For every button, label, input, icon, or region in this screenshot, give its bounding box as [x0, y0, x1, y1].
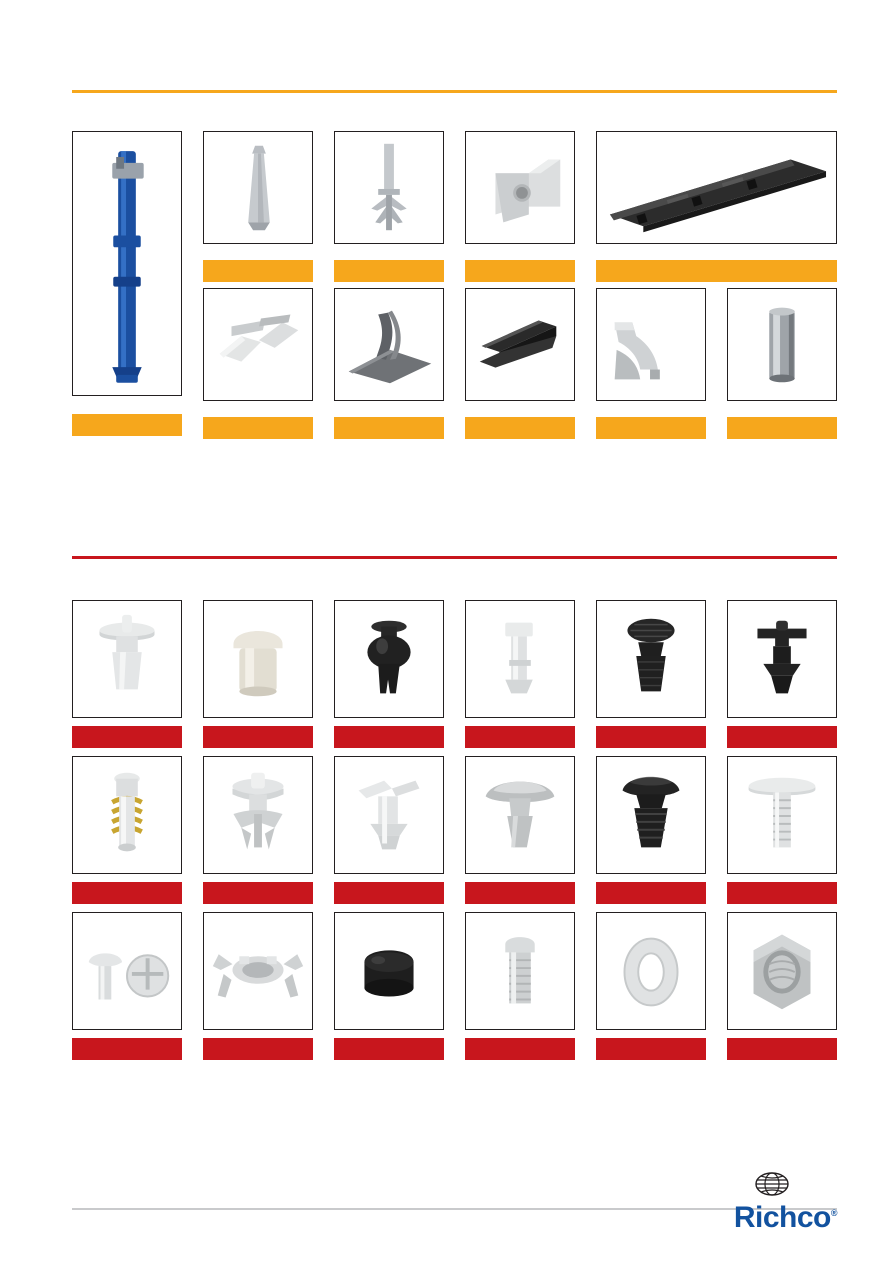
product-caption: [334, 726, 444, 748]
product-cell[interactable]: [596, 912, 706, 1060]
product-image-black-dome-head-screw-rivet[interactable]: [596, 756, 706, 874]
product-caption: [596, 1038, 706, 1060]
product-caption: [203, 882, 313, 904]
product-caption-label: [334, 1038, 444, 1042]
product-caption: [727, 726, 837, 748]
product-caption: [334, 260, 444, 282]
product-image-gray-arrowhead-fastener[interactable]: [334, 131, 444, 244]
product-caption: [72, 882, 182, 904]
product-image-black-ribbed-push-rivet[interactable]: [596, 600, 706, 718]
product-cell[interactable]: [203, 600, 313, 748]
product-caption-label: [465, 726, 575, 730]
product-caption-label: [727, 417, 837, 421]
product-caption-label: [727, 1038, 837, 1042]
product-image-blue-elongated-clip[interactable]: [72, 131, 182, 396]
product-caption: [596, 260, 837, 282]
product-cell[interactable]: [203, 912, 313, 1060]
product-image-white-flanged-push-rivet[interactable]: [72, 600, 182, 718]
product-image-black-long-channel-rail[interactable]: [596, 131, 837, 244]
product-caption-label: [203, 726, 313, 730]
product-caption: [727, 417, 837, 439]
product-cell[interactable]: [334, 756, 444, 904]
product-caption-label: [72, 414, 182, 418]
product-caption-label: [334, 726, 444, 730]
product-cell[interactable]: [727, 600, 837, 748]
product-image-gray-curved-bracket[interactable]: [596, 288, 706, 401]
product-cell[interactable]: [465, 756, 575, 904]
product-caption: [203, 417, 313, 439]
product-image-gray-edge-saddle-clip[interactable]: [334, 288, 444, 401]
product-image-metal-double-wing-anchor[interactable]: [203, 912, 313, 1030]
product-caption: [596, 417, 706, 439]
product-caption: [334, 1038, 444, 1060]
product-caption-label: [727, 726, 837, 730]
product-caption-label: [203, 882, 313, 886]
product-cell[interactable]: [334, 912, 444, 1060]
brand-name: [717, 1198, 837, 1233]
globe-icon: [755, 1171, 789, 1197]
product-image-white-dual-wing-clip[interactable]: [203, 288, 313, 401]
product-caption-label: [203, 1038, 313, 1042]
product-caption: [465, 726, 575, 748]
product-cell[interactable]: [465, 288, 575, 439]
product-image-white-angled-block-clip[interactable]: [465, 131, 575, 244]
product-caption: [465, 260, 575, 282]
product-caption: [596, 726, 706, 748]
richco-logo: [717, 1171, 837, 1233]
product-image-metal-cylindrical-spacer[interactable]: [727, 288, 837, 401]
product-caption: [465, 417, 575, 439]
product-image-black-round-cap-plug[interactable]: [334, 912, 444, 1030]
product-cell[interactable]: [203, 288, 313, 439]
product-cell[interactable]: [334, 288, 444, 439]
product-caption-label: [596, 1038, 706, 1042]
product-cell[interactable]: [334, 131, 444, 282]
product-cell[interactable]: [72, 756, 182, 904]
product-cell[interactable]: [596, 288, 706, 439]
product-image-white-phillips-head-screw-pair[interactable]: [72, 912, 182, 1030]
product-cell[interactable]: [72, 912, 182, 1060]
product-cell[interactable]: [727, 912, 837, 1060]
product-cell[interactable]: [465, 912, 575, 1060]
product-caption-label: [596, 882, 706, 886]
product-caption: [727, 1038, 837, 1060]
product-caption-label: [596, 417, 706, 421]
product-caption-label: [203, 260, 313, 264]
product-cell[interactable]: [727, 288, 837, 439]
product-cell[interactable]: [72, 131, 182, 436]
product-caption: [334, 417, 444, 439]
product-caption-label: [334, 882, 444, 886]
product-caption: [596, 882, 706, 904]
product-image-white-square-head-rivet[interactable]: [465, 600, 575, 718]
product-caption-label: [596, 726, 706, 730]
product-caption-label: [465, 882, 575, 886]
product-image-gray-mushroom-head-rivet[interactable]: [465, 756, 575, 874]
product-image-white-arrow-clip-fastener[interactable]: [334, 756, 444, 874]
product-image-black-bulb-push-rivet[interactable]: [334, 600, 444, 718]
product-cell[interactable]: [334, 600, 444, 748]
product-cell[interactable]: [596, 600, 706, 748]
product-image-black-flat-edge-clip[interactable]: [465, 288, 575, 401]
product-caption-label: [334, 417, 444, 421]
product-image-gray-tapered-rivet[interactable]: [203, 131, 313, 244]
product-image-gray-pan-head-screw[interactable]: [465, 912, 575, 1030]
product-caption-label: [334, 260, 444, 264]
product-caption-label: [203, 417, 313, 421]
brand-name-text: Richco: [733, 1201, 831, 1234]
product-caption: [72, 1038, 182, 1060]
product-caption: [203, 1038, 313, 1060]
product-caption-label: [465, 260, 575, 264]
product-caption-label: [72, 882, 182, 886]
product-cell[interactable]: [727, 756, 837, 904]
product-caption: [727, 882, 837, 904]
product-caption-label: [465, 417, 575, 421]
product-image-gray-hex-nut[interactable]: [727, 912, 837, 1030]
product-image-gray-winged-push-pin[interactable]: [203, 756, 313, 874]
product-caption-label: [465, 1038, 575, 1042]
product-cell[interactable]: [203, 131, 313, 282]
product-image-cream-round-head-plug[interactable]: [203, 600, 313, 718]
product-cell[interactable]: [596, 131, 837, 282]
registered-mark: ®: [830, 1208, 837, 1218]
product-caption-label: [727, 882, 837, 886]
product-cell[interactable]: [596, 756, 706, 904]
product-image-black-t-head-fastener[interactable]: [727, 600, 837, 718]
product-caption: [203, 260, 313, 282]
product-caption-label: [596, 260, 837, 264]
product-cell[interactable]: [72, 600, 182, 748]
product-image-white-threaded-flat-head-screw[interactable]: [727, 756, 837, 874]
product-cell[interactable]: [465, 131, 575, 282]
product-caption: [465, 882, 575, 904]
product-caption: [72, 414, 182, 436]
product-image-white-flat-washer[interactable]: [596, 912, 706, 1030]
section-divider-red: [72, 556, 837, 559]
section-divider-orange: [72, 90, 837, 93]
product-caption-label: [72, 726, 182, 730]
product-caption-label: [72, 1038, 182, 1042]
product-cell[interactable]: [465, 600, 575, 748]
product-image-white-spring-loaded-fastener[interactable]: [72, 756, 182, 874]
product-caption: [72, 726, 182, 748]
product-cell[interactable]: [203, 756, 313, 904]
product-caption: [203, 726, 313, 748]
product-caption: [465, 1038, 575, 1060]
product-caption: [334, 882, 444, 904]
